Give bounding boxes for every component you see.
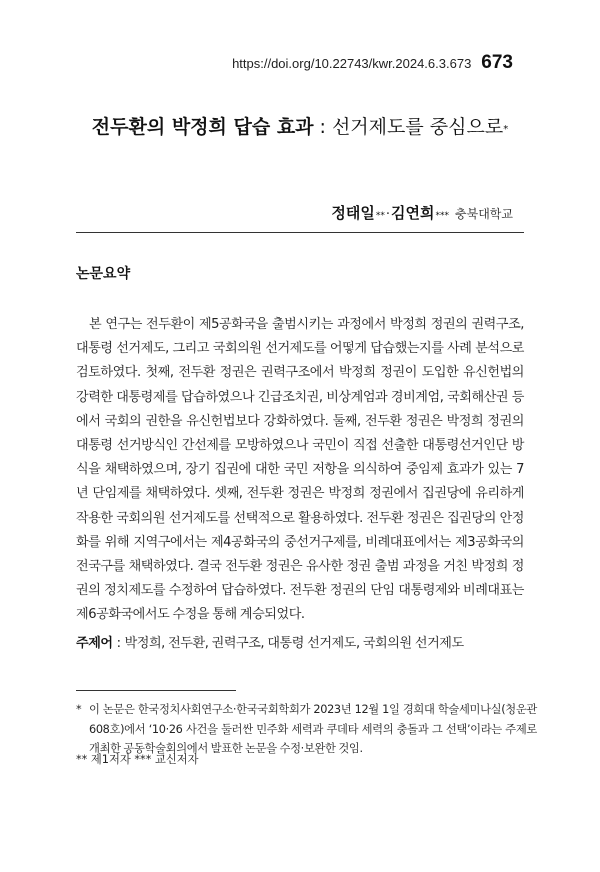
- title-subtitle: 선거제도를 중심으로: [331, 116, 504, 138]
- author-name-1: 정태일: [331, 204, 375, 222]
- abstract-body: 본 연구는 전두환이 제5공화국을 출범시키는 과정에서 박정희 정권의 권력구조, 대통령 선거제도, 그리고 국회의원 선거제도를 어떻게 답습했는지를 사례 분석으로 검토하였다. 첫째, 전두환 정권은 권력구조에서 박정희 정권이 도입한 유신헌법의 강력한 대통령제를 답습하였으나 긴급조치권, 비상계엄과 경비계엄, 국회해산권 등에서 국회의 권한을 유신헌법보다 강화하였다. 둘째, 전두환 정권은 박정희 정권의 대통령 선거방식인 간선제를 모방하였으나 국민이 직접 선출한 대통령선거인단 방식을 채택하였으며, 장기 집권에 대한 국민 저항을 의식하여 중임제 효과가 있는 7년 단임제를 채택하였다. 셋째, 전두환 정권은 박정희 정권에서 집권당에 유리하게 작용한 국회의원 선거제도를 선택적으로 활용하였다. 전두환 정권은 집권당의 안정화를 위해 지역구에서는 제4공화국의 중선거구제를, 비례대표에서는 제3공화국의 전국구를 채택하였다. 결국 전두환 정권은 유사한 정권 출범 과정을 거친 박정희 정권의 정치제도를 수정하여 답습하였다. 전두환 정권의 단임 대통령제와 비례대표는 제6공화국에서도 수정을 통해 계승되었다.: [76, 317, 524, 623]
- author-line: [331, 202, 513, 223]
- author-mark-2: ***: [435, 211, 450, 221]
- keywords-label: 주제어: [76, 636, 113, 651]
- page-number: 673: [481, 52, 513, 73]
- footnote-1-text: 이 논문은 한국정치사회연구소·한국국회학회가 2023년 12월 1일 경희대 학술세미나실(청운관 608호)에서 ‘10·26 사건을 둘러싼 민주화 세력과 쿠데타 세력의 충돌과 그 선택’이라는 주제로 개최한 공동학술회의에서 발표한 논문을 수정·보완한 것임.: [89, 703, 537, 755]
- footnote-divider: [76, 690, 236, 691]
- title-colon: :: [319, 116, 326, 138]
- title-main: 전두환의 박정희 답습 효과: [91, 116, 314, 138]
- title-footnote-mark: *: [503, 124, 509, 135]
- keywords-separator: :: [116, 636, 121, 651]
- keywords-line: [76, 632, 524, 656]
- footnote-1-mark: *: [76, 703, 82, 716]
- author-mark-1: **: [375, 211, 385, 221]
- abstract-heading: 논문요약: [76, 266, 131, 282]
- footnote-2: ** 제1저자 *** 교신저자: [76, 753, 199, 766]
- doi-link[interactable]: https://doi.org/10.22743/kwr.2024.6.3.673: [232, 56, 472, 71]
- author-separator: ·: [385, 207, 391, 222]
- author-affiliation: 충북대학교: [455, 207, 513, 221]
- page-header: [232, 52, 513, 74]
- keywords-list: 박정희, 전두환, 권력구조, 대통령 선거제도, 국회의원 선거제도: [124, 636, 464, 651]
- title-divider: [76, 232, 524, 233]
- paper-title: [0, 112, 600, 145]
- author-name-2: 김연희: [391, 204, 435, 222]
